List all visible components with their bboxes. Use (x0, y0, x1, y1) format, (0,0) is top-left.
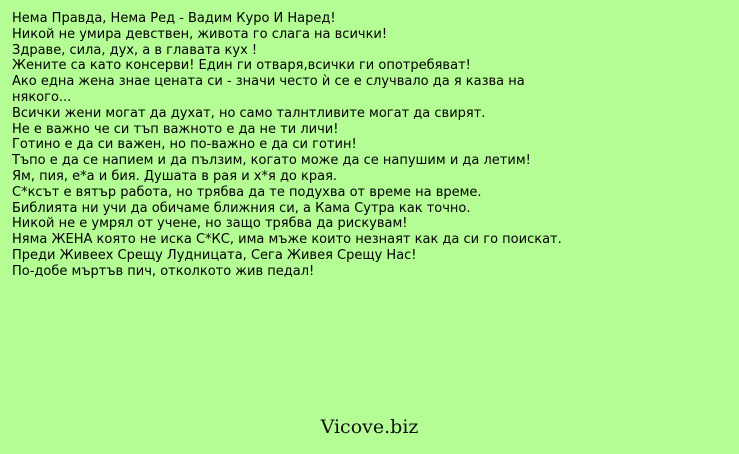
joke-list (12, 11, 582, 280)
joke-line: Жените са като консерви! Един ги отваря,всички ги опотребяват! (12, 58, 471, 74)
joke-line: Никой не е умрял от учене, но защо трябва да рискувам! (12, 216, 408, 232)
joke-line: Няма ЖЕНА която не иска С*КС, има мъже които незнаят как да си го поискат. (12, 232, 562, 248)
joke-line: С*ксът е вятър работа, но трябва да те подухва от време на време. (12, 184, 482, 200)
joke-line: Ако една жена знае цената си - значи често ѝ се е случвало да я казва на някого... (12, 74, 525, 105)
joke-line: Нема Правда, Нема Ред - Вадим Куро И Наред! (12, 11, 336, 26)
joke-line: Тъпо е да се напием и да пълзим, когато може да се напушим и да летим! (12, 153, 531, 169)
joke-line: Никой не умира девствен, живота го слага на всички! (12, 26, 388, 42)
joke-line: Здраве, сила, дух, а в главата кух ! (12, 42, 258, 58)
joke-line: Ям, пия, е*а и бия. Душата в рая и х*я до края. (12, 168, 338, 184)
joke-line: Всички жени могат да духат, но само талнтливите могат да свирят. (12, 105, 486, 121)
joke-line: Библията ни учи да обичаме ближния си, а Кама Сутра как точно. (12, 200, 471, 216)
joke-line: Не е важно че си тъп важното е да не ти личи! (12, 121, 339, 137)
site-watermark: Vicove.biz (320, 416, 419, 438)
joke-line: По-добе мъртъв пич, отколкото жив педал! (12, 263, 315, 279)
joke-line: Готино е да си важен, но по-важно е да си готин! (12, 137, 357, 153)
joke-line: Преди Живеех Срещу Лудницата, Сега Живея Срещу Нас! (12, 247, 417, 263)
